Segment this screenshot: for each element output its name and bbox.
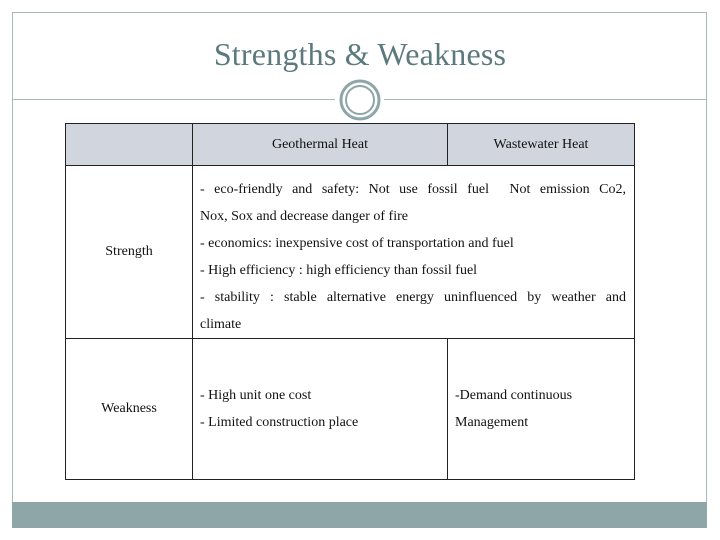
header-wastewater: Wastewater Heat: [448, 124, 635, 166]
weakness-label: Weakness: [66, 339, 193, 480]
header-row: [66, 124, 635, 166]
weakness-line: - High unit one cost: [200, 388, 312, 403]
strength-line: - High efficiency : high efficiency than fossil fuel: [200, 263, 478, 278]
strength-content: [193, 166, 635, 339]
strength-line: - stability : stable alternative energy uninfluenced by weather and: [200, 290, 626, 305]
strength-label: Strength: [66, 166, 193, 339]
strength-line: climate: [200, 317, 242, 332]
title-rule-left: [12, 99, 335, 100]
weakness-geothermal: [193, 339, 448, 480]
strength-line: Nox, Sox and decrease danger of fire: [200, 209, 408, 224]
strength-row: [66, 166, 635, 339]
weakness-line: Management: [455, 415, 529, 430]
weakness-wastewater: [448, 339, 635, 480]
header-geothermal: Geothermal Heat: [193, 124, 448, 166]
weakness-row: [66, 339, 635, 480]
title-rule-right: [384, 99, 707, 100]
slide-title: Strengths & Weakness: [213, 36, 507, 72]
comparison-table: [65, 123, 635, 480]
weakness-line: -Demand continuous: [455, 388, 573, 403]
circle-ornament-icon: [338, 78, 382, 122]
header-empty-cell: [66, 124, 193, 166]
footer-bar: [12, 502, 707, 528]
strength-line: - economics: inexpensive cost of transportation and fuel: [200, 236, 514, 251]
weakness-line: - Limited construction place: [200, 415, 359, 430]
strength-line: - eco-friendly and safety: Not use fossil fuel  Not emission Co2,: [200, 182, 626, 197]
